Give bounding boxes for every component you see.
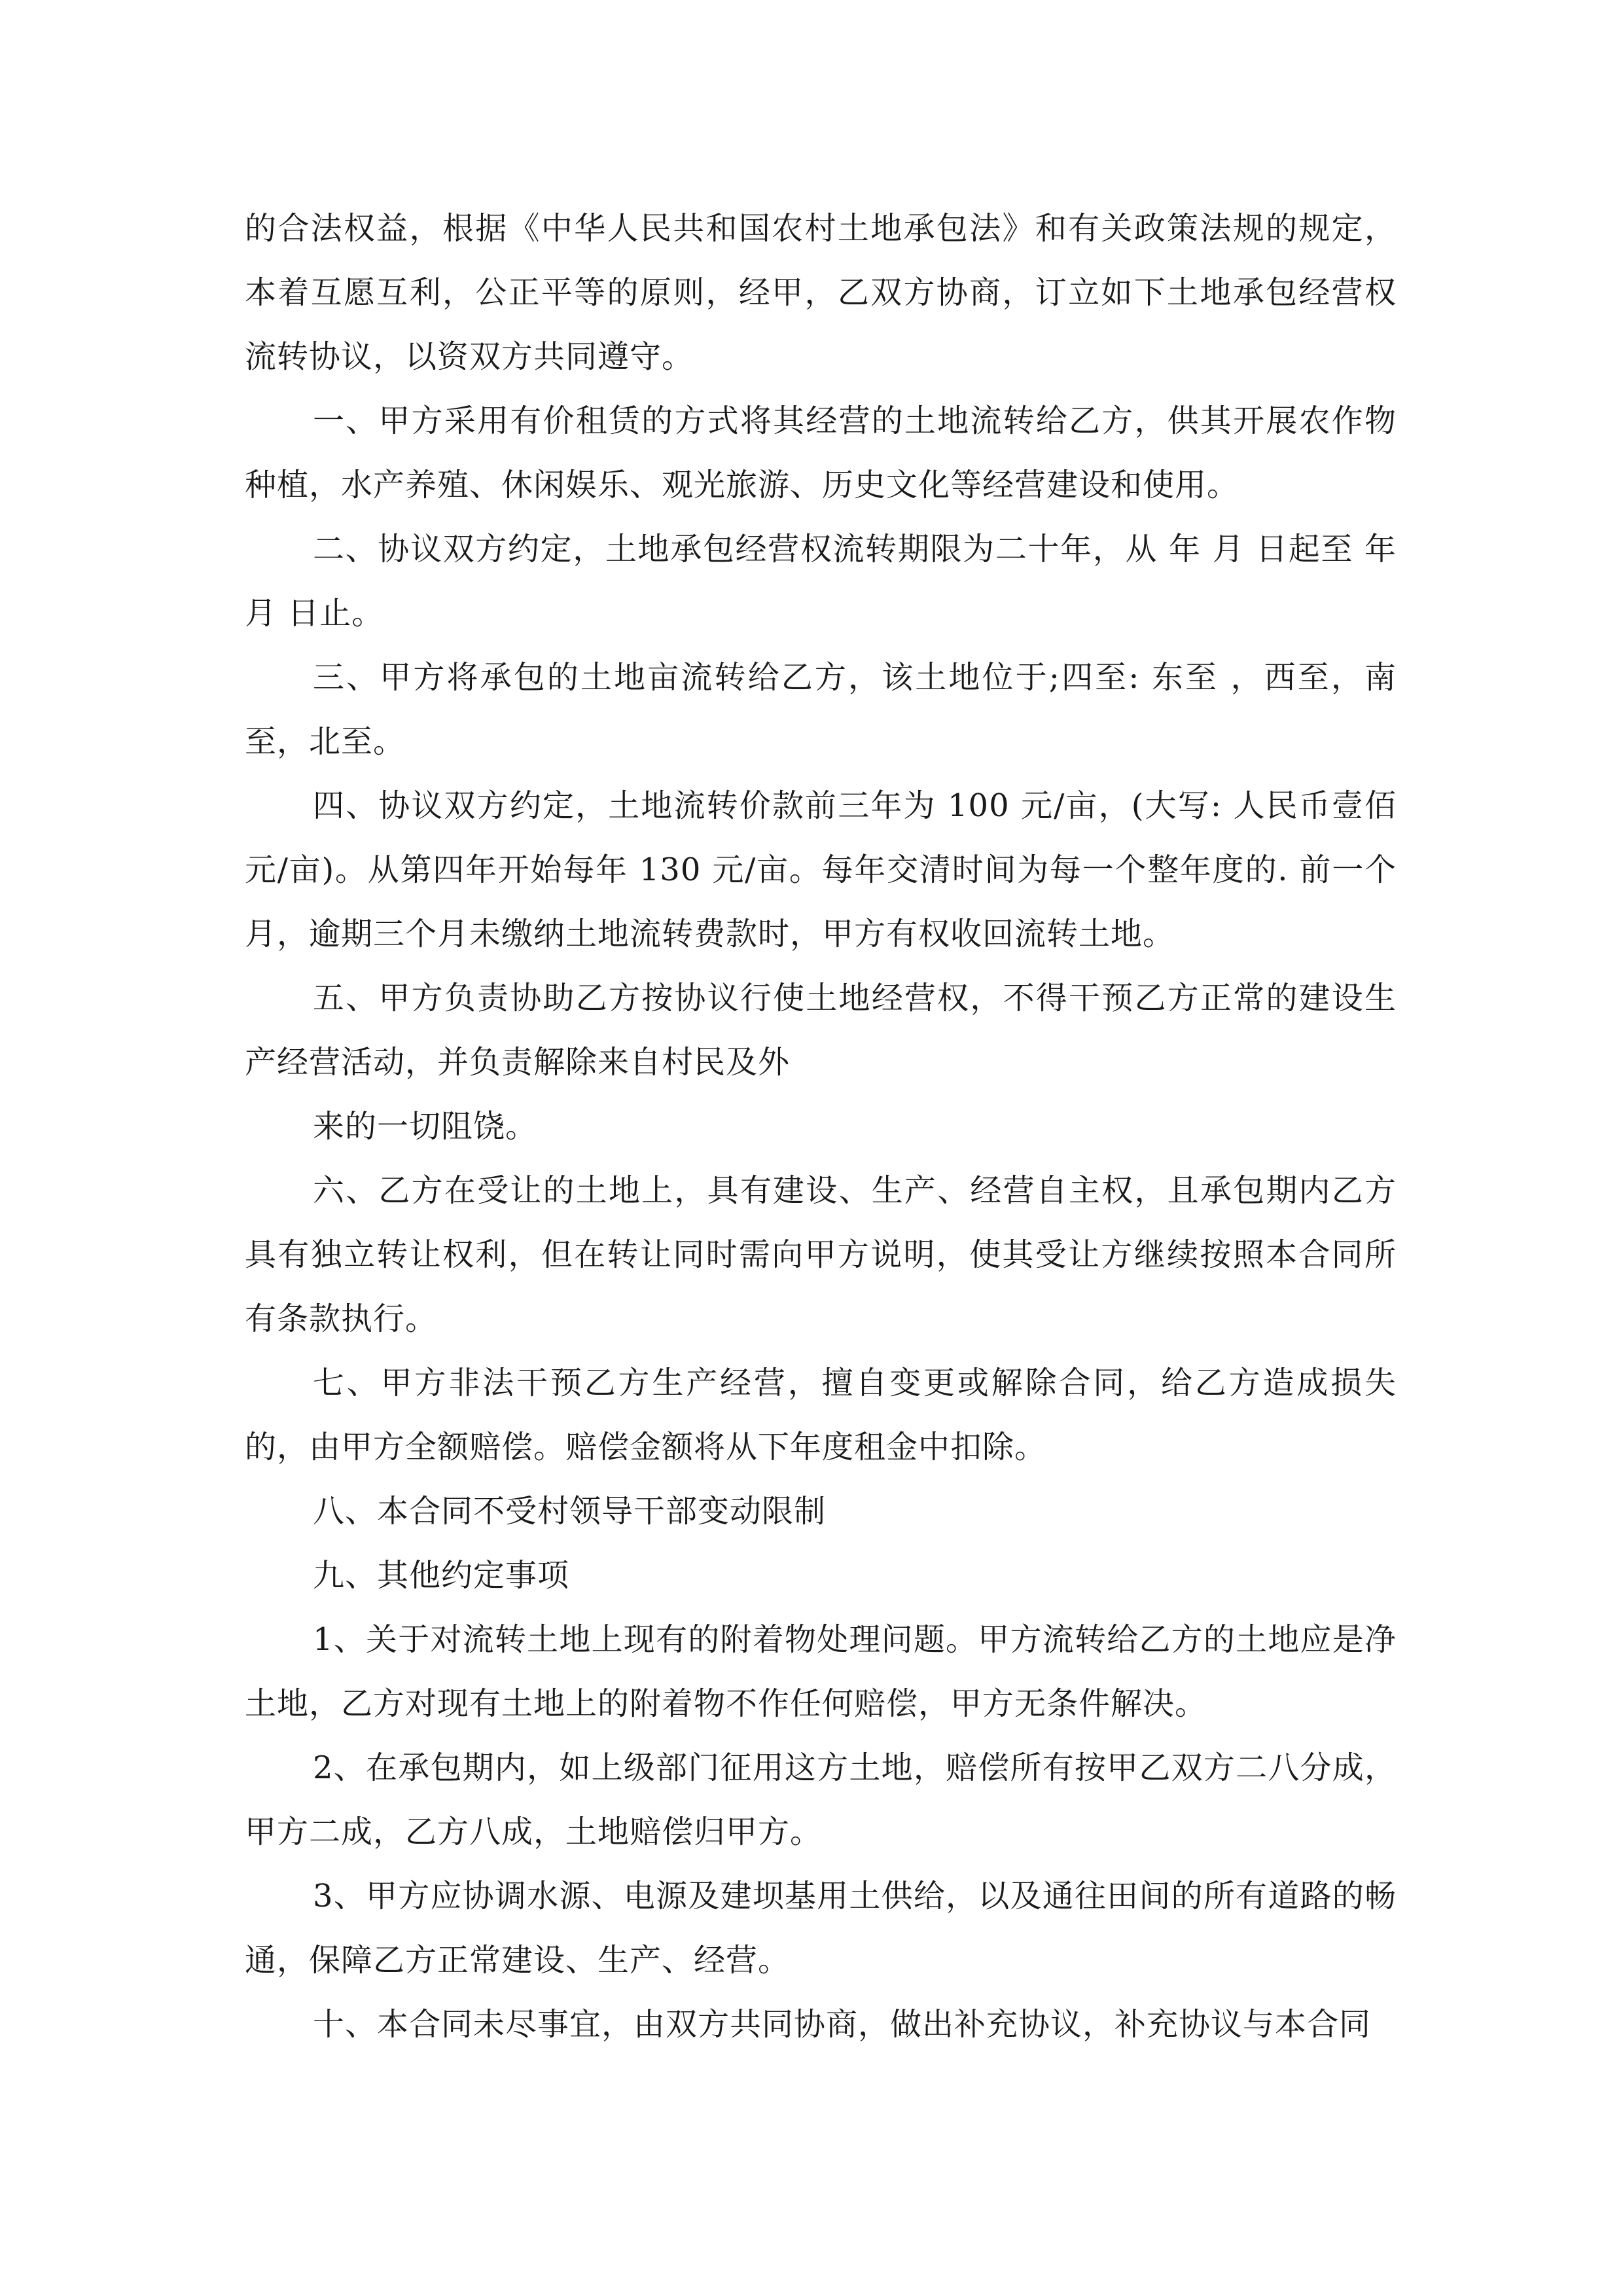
paragraph-clause-8: 八、本合同不受村领导干部变动限制 <box>313 1493 827 1530</box>
paragraph-clause-6: 六、乙方在受让的土地上，具有建设、生产、经营自主权，且承包期内乙方具有独立转让权利，但在转让同时需向甲方说明，使其受让方继续按照本合同所有条款执行。 <box>245 1172 1397 1337</box>
paragraph-clause-3: 三、甲方将承包的土地亩流转给乙方，该土地位于;四至: 东至 ，西至，南至，北至。 <box>245 659 1397 760</box>
paragraph-clause-9-item-2: 2、在承包期内，如上级部门征用这方土地，赔偿所有按甲乙双方二八分成，甲方二成，乙方八成，土地赔偿归甲方。 <box>245 1749 1397 1850</box>
paragraph-clause-10: 十、本合同未尽事宜，由双方共同协商，做出补充协议，补充协议与本合同 <box>313 2006 1372 2043</box>
paragraph-intro-continued: 的合法权益，根据《中华人民共和国农村土地承包法》和有关政策法规的规定，本着互愿互利，公正平等的原则，经甲，乙双方协商，订立如下土地承包经营权流转协议，以资双方共同遵守。 <box>245 210 1397 375</box>
paragraph-clause-7: 七、甲方非法干预乙方生产经营，擅自变更或解除合同，给乙方造成损失的，由甲方全额赔偿。赔偿金额将从下年度租金中扣除。 <box>245 1365 1397 1465</box>
paragraph-clause-5: 五、甲方负责协助乙方按协议行使土地经营权，不得干预乙方正常的建设生产经营活动，并负责解除来自村民及外 <box>245 980 1397 1081</box>
paragraph-clause-4: 四、协议双方约定，土地流转价款前三年为 100 元/亩，(大写: 人民币壹佰元/亩)。从第四年开始每年 130 元/亩。每年交清时间为每一个整年度的. 前一个月，逾期三个月未缴纳土地流转费款时，甲方有权收回流转土地。 <box>245 787 1397 952</box>
paragraph-clause-2: 二、协议双方约定，土地承包经营权流转期限为二十年，从 年 月 日起至 年 月 日止。 <box>245 531 1397 632</box>
paragraph-clause-9-heading: 九、其他约定事项 <box>313 1557 570 1594</box>
paragraph-clause-9-item-1: 1、关于对流转土地上现有的附着物处理问题。甲方流转给乙方的土地应是净土地，乙方对现有土地上的附着物不作任何赔偿，甲方无条件解决。 <box>245 1621 1397 1722</box>
paragraph-clause-1: 一、甲方采用有价租赁的方式将其经营的土地流转给乙方，供其开展农作物种植，水产养殖、休闲娱乐、观光旅游、历史文化等经营建设和使用。 <box>245 403 1397 503</box>
paragraph-clause-5-continued: 来的一切阻饶。 <box>313 1108 538 1145</box>
document-body <box>245 196 1397 2056</box>
paragraph-clause-9-item-3: 3、甲方应协调水源、电源及建坝基用土供给，以及通往田间的所有道路的畅通，保障乙方正常建设、生产、经营。 <box>245 1878 1397 1979</box>
